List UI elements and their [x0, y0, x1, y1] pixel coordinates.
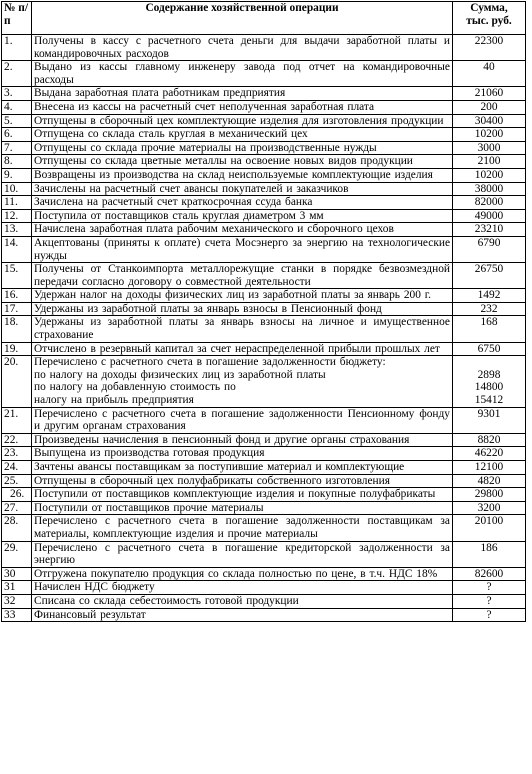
row-number: 26.	[2, 488, 32, 502]
operations-table	[1, 1, 526, 622]
row-number: 8.	[2, 155, 32, 169]
row-number: 12.	[2, 209, 32, 223]
row-description: Удержан налог на доходы физических лиц из заработной платы за январь 200 г.	[32, 289, 453, 303]
row-number: 4.	[2, 100, 32, 114]
table-row	[2, 461, 526, 475]
row-description: Начислена заработная плата рабочим механического и сборочного цехов	[32, 223, 453, 237]
table-row	[2, 447, 526, 461]
row-number: 31	[2, 581, 32, 595]
row-sum: 8820	[453, 433, 526, 447]
row-number: 24.	[2, 461, 32, 475]
header-sum	[453, 2, 526, 35]
table-row	[2, 196, 526, 210]
table-row	[2, 236, 526, 262]
row-description: Перечислено с расчетного счета в погашение задолженности поставщикам за материалы, комплектующие изделия и прочие материалы	[32, 515, 453, 541]
table-row	[2, 289, 526, 303]
table-row	[2, 128, 526, 142]
row-sum: 23210	[453, 223, 526, 237]
row-sum: 6790	[453, 236, 526, 262]
header-description: Содержание хозяйственной операции	[32, 2, 453, 35]
row-number: 23.	[2, 447, 32, 461]
row-description: Финансовый результат	[32, 608, 453, 622]
row-description: Начислен НДС бюджету	[32, 581, 453, 595]
header-sum-line2: тыс. руб.	[466, 14, 512, 27]
row-number: 16.	[2, 289, 32, 303]
row-description: Возвращены из производства на склад неиспользуемые комплектующие изделия	[32, 168, 453, 182]
row-number: 9.	[2, 168, 32, 182]
header-sum-line1: Сумма,	[470, 2, 508, 14]
row-sum: 46220	[453, 447, 526, 461]
row-number: 2.	[2, 61, 32, 87]
row-description: Зачислена на расчетный счет краткосрочная ссуда банка	[32, 196, 453, 210]
table-row	[2, 541, 526, 567]
row-sum: 9301	[453, 407, 526, 433]
row-sum	[453, 356, 526, 407]
table-row	[2, 407, 526, 433]
row-sum: ?	[453, 608, 526, 622]
row-subitem-text: по налогу на доходы физических лиц из заработной платы	[34, 368, 326, 381]
row-sum: 3000	[453, 141, 526, 155]
row-sum: 10200	[453, 128, 526, 142]
row-sum: 4820	[453, 474, 526, 488]
row-sum: 3200	[453, 501, 526, 515]
row-number: 10.	[2, 182, 32, 196]
table-row	[2, 114, 526, 128]
row-description: Внесена из кассы на расчетный счет неполученная заработная плата	[32, 100, 453, 114]
row-description: Отпущены в сборочный цех комплектующие изделия для изготовления продукции	[32, 114, 453, 128]
row-description: Отгружена покупателю продукция со склада полностью по цене, в т.ч. НДС 18%	[32, 567, 453, 581]
row-description: Поступила от поставщиков сталь круглая диаметром 3 мм	[32, 209, 453, 223]
row-number: 29.	[2, 541, 32, 567]
row-number: 6.	[2, 128, 32, 142]
row-subitem-sum: 15412	[474, 394, 504, 407]
row-description: Списана со склада себестоимость готовой продукции	[32, 594, 453, 608]
row-sum: 82600	[453, 567, 526, 581]
row-sum: 168	[453, 316, 526, 342]
table-row	[2, 594, 526, 608]
table-row	[2, 263, 526, 289]
row-description: Зачтены авансы поставщикам за поступившие материал и комплектующие	[32, 461, 453, 475]
row-sum: 49000	[453, 209, 526, 223]
row-description: Выдано из кассы главному инженеру завода под отчет на командировочные расходы	[32, 61, 453, 87]
row-number: 33	[2, 608, 32, 622]
table-row	[2, 316, 526, 342]
row-number: 25.	[2, 474, 32, 488]
row-number: 11.	[2, 196, 32, 210]
row-description: Удержаны из заработной платы за январь взносы на личное и имущественное страхование	[32, 316, 453, 342]
table-body	[2, 35, 526, 622]
row-sum: 30400	[453, 114, 526, 128]
table-row	[2, 433, 526, 447]
table-row	[2, 342, 526, 356]
row-number: 3.	[2, 87, 32, 101]
row-description: Перечислено с расчетного счета в погашение задолженности Пенсионному фонду и другим органам страхования	[32, 407, 453, 433]
table-row	[2, 223, 526, 237]
table-row	[2, 155, 526, 169]
row-sum: 40	[453, 61, 526, 87]
row-sum: 200	[453, 100, 526, 114]
row-sum: 10200	[453, 168, 526, 182]
row-number: 1.	[2, 35, 32, 61]
table-row	[2, 61, 526, 87]
row-number: 32	[2, 594, 32, 608]
table-row	[2, 515, 526, 541]
header-num: № п/п	[2, 2, 32, 35]
row-description: Получены в кассу с расчетного счета деньги для выдачи заработной платы и командировочных расходов	[32, 35, 453, 61]
row-number: 14.	[2, 236, 32, 262]
table-row	[2, 356, 526, 407]
row-description: Отпущены со склада цветные металлы на освоение новых видов продукции	[32, 155, 453, 169]
row-number: 5.	[2, 114, 32, 128]
row-number: 13.	[2, 223, 32, 237]
row-number: 18.	[2, 316, 32, 342]
table-row	[2, 87, 526, 101]
row-sum: 6750	[453, 342, 526, 356]
row-subitem-text: налогу на прибыль предприятия	[34, 394, 194, 407]
row-sum: ?	[453, 581, 526, 595]
row-number: 20.	[2, 356, 32, 407]
row-sum: 82000	[453, 196, 526, 210]
row-sum: 12100	[453, 461, 526, 475]
row-number: 27.	[2, 501, 32, 515]
table-row	[2, 567, 526, 581]
row-description: Отпущены со склада прочие материалы на производственные нужды	[32, 141, 453, 155]
row-sum: 22300	[453, 35, 526, 61]
table-header-row	[2, 2, 526, 35]
row-description: Поступили от поставщиков комплектующие изделия и покупные полуфабрикаты	[32, 488, 453, 502]
row-sum: ?	[453, 594, 526, 608]
table-row	[2, 581, 526, 595]
row-description: Выпущена из производства готовая продукция	[32, 447, 453, 461]
table-row	[2, 501, 526, 515]
row-description: Выдана заработная плата работникам предприятия	[32, 87, 453, 101]
row-sum: 38000	[453, 182, 526, 196]
row-number: 30	[2, 567, 32, 581]
row-description: Акцептованы (приняты к оплате) счета Мосэнерго за энергию на технологические нужды	[32, 236, 453, 262]
table-row	[2, 168, 526, 182]
row-description: Отпущена со склада сталь круглая в механический цех	[32, 128, 453, 142]
table-row	[2, 474, 526, 488]
row-description-lead: Перечислено с расчетного счета в погашение задолженности бюджету:	[34, 356, 386, 369]
row-sum: 21060	[453, 87, 526, 101]
table-row	[2, 209, 526, 223]
row-description: Отчислено в резервный капитал за счет нераспределенной прибыли прошлых лет	[32, 342, 453, 356]
row-number: 19.	[2, 342, 32, 356]
table-row	[2, 35, 526, 61]
row-description: Перечислено с расчетного счета в погашение кредиторской задолженности за энергию	[32, 541, 453, 567]
table-row	[2, 182, 526, 196]
row-description	[32, 356, 453, 407]
table-row	[2, 488, 526, 502]
row-description: Удержаны из заработной платы за январь взносы в Пенсионный фонд	[32, 302, 453, 316]
row-sum: 20100	[453, 515, 526, 541]
table-row	[2, 141, 526, 155]
row-number: 17.	[2, 302, 32, 316]
row-sum: 186	[453, 541, 526, 567]
row-number: 7.	[2, 141, 32, 155]
row-number: 28.	[2, 515, 32, 541]
table-row	[2, 100, 526, 114]
row-description: Зачислены на расчетный счет авансы покупателей и заказчиков	[32, 182, 453, 196]
row-subitem-sum: 2898	[477, 368, 501, 381]
row-sum: 29800	[453, 488, 526, 502]
table-row	[2, 608, 526, 622]
row-sum: 232	[453, 302, 526, 316]
row-sum: 2100	[453, 155, 526, 169]
row-subitem-sum: 14800	[474, 381, 504, 394]
row-description: Отпущены в сборочный цех полуфабрикаты собственного изготовления	[32, 474, 453, 488]
row-description: Поступили от поставщиков прочие материалы	[32, 501, 453, 515]
row-number: 21.	[2, 407, 32, 433]
row-description: Получены от Станкоимпорта металлорежущие станки в порядке безвозмездной передачи согласно договору о совместной деятельности	[32, 263, 453, 289]
row-sum: 26750	[453, 263, 526, 289]
row-sum: 1492	[453, 289, 526, 303]
table-row	[2, 302, 526, 316]
row-number: 22.	[2, 433, 32, 447]
row-subitem-text: по налогу на добавленную стоимость по	[34, 381, 236, 394]
row-number: 15.	[2, 263, 32, 289]
row-description: Произведены начисления в пенсионный фонд и другие органы страхования	[32, 433, 453, 447]
